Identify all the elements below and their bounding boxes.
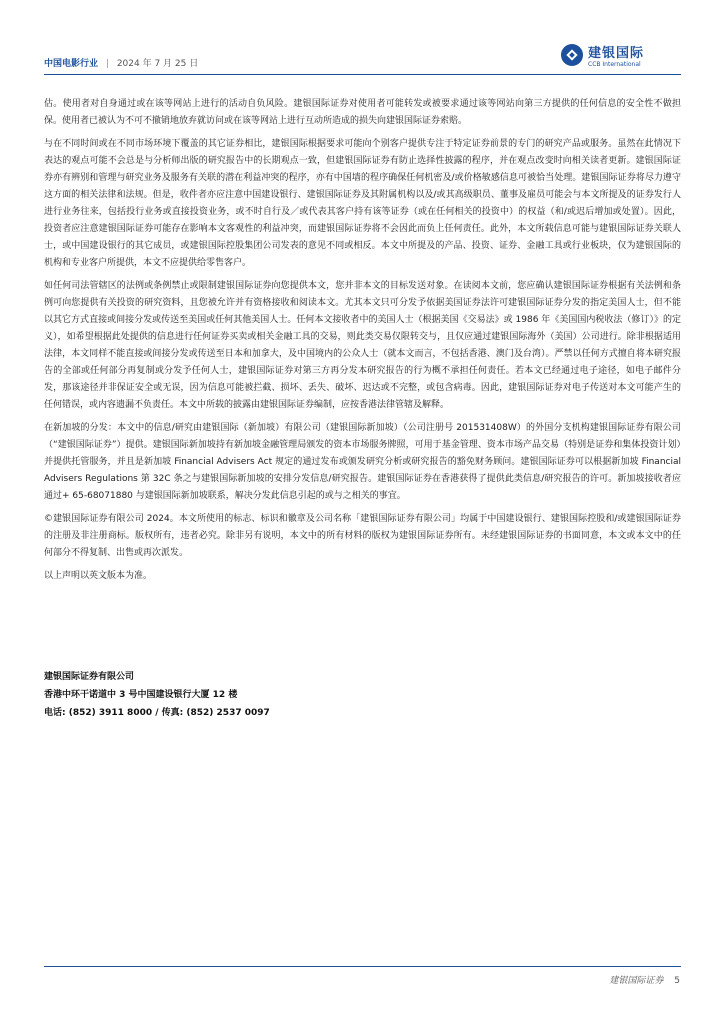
page-number: 5 — [674, 976, 680, 986]
ccb-logo — [560, 44, 644, 70]
header-rule — [44, 74, 681, 75]
paragraph-english-version: 以上声明以英文版本为准。 — [44, 571, 153, 581]
logo-name-en: CCB International — [588, 60, 641, 68]
page-footer — [609, 973, 680, 986]
contact-address: 香港中环干诺道中 3 号中国建设银行大厦 12 楼 — [44, 690, 238, 700]
header-separator: | — [105, 59, 109, 69]
paragraph-singapore-distribution: 在新加坡的分发：本文中的信息/研究由建银国际（新加坡）有限公司（建银国际新加坡）（公司注册号 201531408W）的外国分支机构建银国际证券有限公司（“建银国际证券”）提供。建银国际新加坡持有新加坡金融管理局颁发的资本市场服务牌照，可用于基金管理、资本市场产品交易（特别是证券和集体投资计划）并提供托管服务，并且是新加坡 Financial Advisers Act 规定的通过发布或颁发研究分析或研究报告的豁免财务顾问。建银国际证券可以根据新加坡 Financial Advisers Regulations 第 32C 条之与建银国际新加坡的安排分发信息/研究报告。建银国际证券在香港获得了提供此类信息/研究报告的许可。新加坡接收者应通过+ 65-68071880 与建银国际新加坡联系，解决分发此信息引起的或与之相关的事宜。 — [44, 423, 681, 501]
logo-name-cn: 建银国际 — [588, 45, 645, 61]
footer-rule — [44, 966, 681, 967]
header-industry: 中国电影行业 — [44, 59, 99, 69]
ccb-logo-icon — [560, 43, 584, 71]
contact-company: 建银国际证券有限公司 — [44, 672, 135, 682]
paragraph-jurisdiction: 如任何司法管辖区的法例或条例禁止或限制建银国际证券向您提供本文，您并非本文的目标发送对象。在读阅本文前，您应确认建银国际证券根据有关法例和条例可向您提供有关投资的研究资料，且您被允许并有资格接收和阅读本文。尤其本文只可分发予依据美国证券法许可建银国际证券分发的指定美国人士，但不能以其它方式直接或间接分发或传送至美国或任何其他美国人士。任何本文接收者中的美国人士（根据美国《交易法》或 1986 年《美国国内税收法（修订）》的定义），如希望根据此处提供的信息进行任何证券买卖或相关金融工具的交易，则此类交易仅限转交与，且仅应通过建银国际海外（美国）公司进行。除非根据适用法律，本文同样不能直接或间接分发或传送至日本和加拿大，及中国境内的公众人士（就本文而言，不包括香港、澳门及台湾）。严禁以任何方式擅自将本研究报告的全部或任何部分再复制或分发予任何人士，建银国际证券对第三方再分发本研究报告的行为概不承担任何责任。若本文已经通过电子途径，如电子邮件分发，那该途径并非保证安全或无误，因为信息可能被拦截、损坏、丢失、破坏、迟达或不完整，或包含病毒。因此，建银国际证券对电子传送对本文可能产生的任何错误，或内容遗漏不负责任。本文中所载的披露由建银国际证券编制，应按香港法律管辖及解释。 — [44, 281, 681, 410]
footer-company: 建银国际证券 — [609, 976, 664, 986]
paragraph-website-risk: 估。使用者对自身通过或在该等网站上进行的活动自负风险。建银国际证券对使用者可能转发或被要求通过该等网站向第三方提供的任何信息的安全性不做担保。使用者已被认为不可不撤销地放弃就访问或在该等网站上进行互动所造成的损失向建银国际证券索赔。 — [44, 99, 681, 126]
paragraph-conflict-of-interest: 与在不同时间或在不同市场环境下覆盖的其它证券相比，建银国际根据要求可能向个别客户提供专注于特定证券前景的专门的研究产品或服务。虽然在此情况下表达的观点可能不会总是与分析师出版的研究报告中的长期观点一致，但建银国际证券有防止选择性披露的程序，并在观点改变时向相关读者更新。建银国际证券亦有辨别和管理与研究业务及服务有关联的潜在利益冲突的程序，亦有中国墙的程序确保任何机密及/或价格敏感信息可被恰当处理。建银国际证券将尽力遵守这方面的相关法律和法规。但是，收件者亦应注意中国建设银行、建银国际证券及其附属机构以及/或其高级职员、董事及雇员可能会与本文所提及的证券发行人进行业务往来，包括投行业务或直接投资业务，或不时自行及／或代表其客户持有该等证券（或在任何相关的投资中）的权益（和/或迟后增加或处置）。因此，投资者应注意建银国际证券可能存在影响本文客观性的利益冲突，而建银国际证券将不会因此而负上任何责任。此外，本文所载信息可能与建银国际证券关联人士，或中国建设银行的其它成员，或建银国际控股集团公司发表的意见不同或相反。本文中所提及的产品、投资、证券、金融工具或行业板块，仅为建银国际的机构和专业客户所提供，本文不应提供给零售客户。 — [44, 139, 681, 268]
page-header — [44, 56, 198, 69]
contact-block — [44, 668, 681, 722]
header-date: 2024 年 7 月 25 日 — [116, 59, 199, 69]
contact-phone: 电话: (852) 3911 8000 / 传真: (852) 2537 0097 — [44, 708, 270, 718]
disclaimer-body — [44, 96, 681, 591]
paragraph-copyright: ©建银国际证券有限公司 2024。本文所使用的标志、标识和徽章及公司名称「建银国际证券有限公司」均属于中国建设银行、建银国际控股和/或建银国际证券的注册及非注册商标。版权所有，违者必究。除非另有说明，本文中的所有材料的版权为建银国际证券所有。未经建银国际证券的书面同意，本文或本文中的任何部分不得复制、出售或再次派发。 — [44, 514, 681, 558]
